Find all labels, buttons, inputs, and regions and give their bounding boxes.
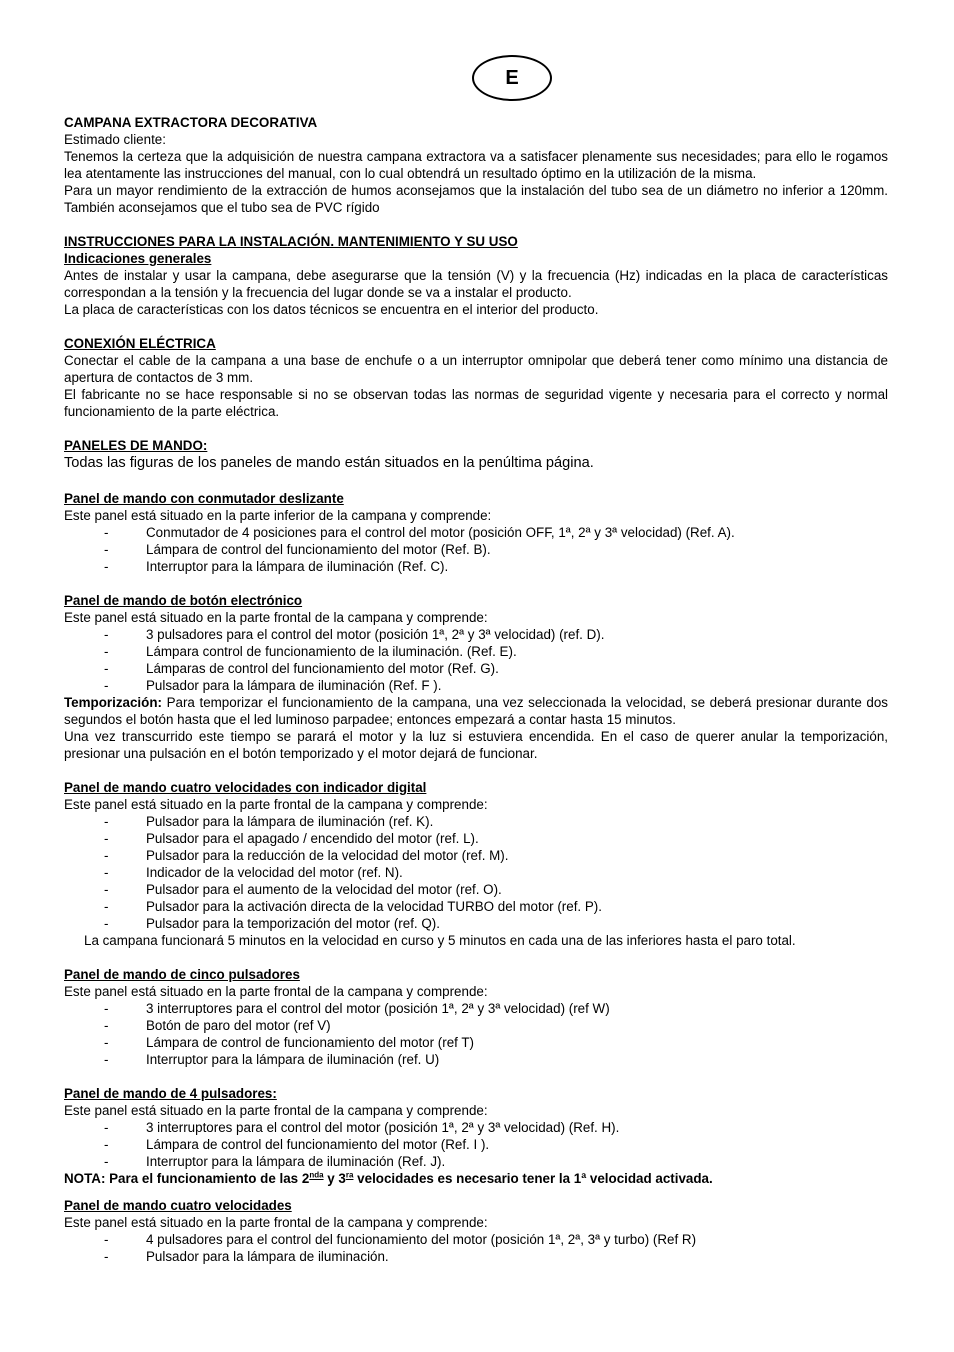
paragraph: Antes de instalar y usar la campana, debe asegurarse que la tensión (V) y la frecuencia (Hz) indicadas en la placa de características correspondan a la tensión y la frecuencia del lugar donde se va a instalar el producto. xyxy=(64,268,888,300)
panel-intro: Este panel está situado en la parte frontal de la campana y comprende: xyxy=(64,1103,488,1118)
list-item: - 4 pulsadores para el control del funcionamiento del motor (posición 1ª, 2ª, 3ª y turbo) (Ref R) xyxy=(104,1232,697,1247)
panel-intro: Este panel está situado en la parte frontal de la campana y comprende: xyxy=(64,610,488,625)
paragraph: La placa de características con los datos técnicos se encuentra en el interior del producto. xyxy=(64,302,599,317)
intro-paragraph: Tenemos la certeza que la adquisición de nuestra campana extractora va a satisfacer plenamente sus necesidades; para ello le rogamos lea atentamente las instrucciones del manual, con lo cual obtendrá un resultado óptimo en la utilización de la misma. xyxy=(64,149,888,181)
list-item: - Interruptor para la lámpara de iluminación (Ref. J). xyxy=(104,1154,446,1169)
panel-heading-slide-switch: Panel de mando con conmutador deslizante xyxy=(64,491,344,506)
panel-intro: Este panel está situado en la parte frontal de la campana y comprende: xyxy=(64,984,488,999)
list-item: - Lámpara control de funcionamiento de la iluminación. (Ref. E). xyxy=(104,644,517,659)
list-item: - Pulsador para la temporización del motor (ref. Q). xyxy=(104,916,440,931)
panel-intro: Este panel está situado en la parte frontal de la campana y comprende: xyxy=(64,1215,488,1230)
list-item: - Lámpara de control del funcionamiento del motor (Ref. B). xyxy=(104,542,491,557)
panel-heading-four-speeds: Panel de mando cuatro velocidades xyxy=(64,1198,292,1213)
list-item: - Pulsador para la lámpara de iluminación (Ref. F ). xyxy=(104,678,442,693)
list-item: - 3 pulsadores para el control del motor (posición 1ª, 2ª y 3ª velocidad) (ref. D). xyxy=(104,627,605,642)
panel-heading-digital-indicator: Panel de mando cuatro velocidades con indicador digital xyxy=(64,780,427,795)
list-item: - Pulsador para la lámpara de iluminación. xyxy=(104,1249,389,1264)
paragraph: Conectar el cable de la campana a una base de enchufe o a un interruptor omnipolar que deberá tener como mínimo una distancia de apertura de contactos de 3 mm. xyxy=(64,353,888,385)
subsection-heading-general: Indicaciones generales xyxy=(64,251,212,266)
timer-label: Temporización: xyxy=(64,695,162,710)
list-item: - Lámpara de control de funcionamiento del motor (ref T) xyxy=(104,1035,474,1050)
greeting: Estimado cliente: xyxy=(64,132,166,147)
list-item: - Pulsador para el aumento de la velocidad del motor (ref. O). xyxy=(104,882,502,897)
section-heading-installation: INSTRUCCIONES PARA LA INSTALACIÓN. MANTENIMIENTO Y SU USO xyxy=(64,234,518,249)
list-item: - Interruptor para la lámpara de iluminación (Ref. C). xyxy=(104,559,449,574)
list-item: - Pulsador para el apagado / encendido del motor (ref. L). xyxy=(104,831,479,846)
panel-intro: Este panel está situado en la parte inferior de la campana y comprende: xyxy=(64,508,492,523)
list-item: - Botón de paro del motor (ref V) xyxy=(104,1018,331,1033)
list-item: - 3 interruptores para el control del motor (posición 1ª, 2ª y 3ª velocidad) (Ref. H). xyxy=(104,1120,620,1135)
list-item: - Pulsador para la reducción de la velocidad del motor (ref. M). xyxy=(104,848,509,863)
list-item: - Indicador de la velocidad del motor (ref. N). xyxy=(104,865,403,880)
language-badge: E xyxy=(472,55,552,101)
nota-paragraph: NOTA: Para el funcionamiento de las $2^{nda}$ y $3^{ra}$ velocidades es necesario tener la 1ª velocidad activada. xyxy=(64,1170,713,1186)
note: La campana funcionará 5 minutos en la velocidad en curso y 5 minutos en cada una de las inferiores hasta el paro total. xyxy=(84,933,796,948)
panel-heading-electronic-button: Panel de mando de botón electrónico xyxy=(64,593,303,608)
list-item: - Pulsador para la activación directa de la velocidad TURBO del motor (ref. P). xyxy=(104,899,602,914)
list-item: - Lámparas de control del funcionamiento del motor (Ref. G). xyxy=(104,661,499,676)
paragraph: Una vez transcurrido este tiempo se parará el motor y la luz si estuviera encendida. En el caso de querer anular la temporización, presionar una pulsación en el botón temporizado y el motor dejará de funcionar. xyxy=(64,729,888,761)
panel-heading-five-buttons: Panel de mando de cinco pulsadores xyxy=(64,967,300,982)
section-heading-electrical: CONEXIÓN ELÉCTRICA xyxy=(64,336,216,351)
intro-paragraph: Para un mayor rendimiento de la extracción de humos aconsejamos que la instalación del tubo sea de un diámetro no inferior a 120mm. También aconsejamos que el tubo sea de PVC rígido xyxy=(64,183,888,215)
panel-intro: Este panel está situado en la parte frontal de la campana y comprende: xyxy=(64,797,488,812)
list-item: - Conmutador de 4 posiciones para el control del motor (posición OFF, 1ª, 2ª y 3ª velocidad) (Ref. A). xyxy=(104,525,735,540)
list-item: - 3 interruptores para el control del motor (posición 1ª, 2ª y 3ª velocidad) (ref W) xyxy=(104,1001,610,1016)
paragraph: El fabricante no se hace responsable si no se observan todas las normas de seguridad vigente y necesaria para el correcto y normal funcionamiento de la parte eléctrica. xyxy=(64,387,888,419)
document-body xyxy=(64,114,888,1265)
list-item: - Pulsador para la lámpara de iluminación (ref. K). xyxy=(104,814,434,829)
panel-heading-four-buttons: Panel de mando de 4 pulsadores: xyxy=(64,1086,277,1101)
list-item: - Interruptor para la lámpara de iluminación (ref. U) xyxy=(104,1052,440,1067)
list-item: - Lámpara de control del funcionamiento del motor (Ref. I ). xyxy=(104,1137,490,1152)
paragraph: Todas las figuras de los paneles de mando están situados en la penúltima página. xyxy=(64,455,594,471)
section-heading-control-panels: PANELES DE MANDO: xyxy=(64,438,208,453)
document-title: CAMPANA EXTRACTORA DECORATIVA xyxy=(64,115,318,130)
timer-paragraph: Temporización: Para temporizar el funcionamiento de la campana, una vez seleccionada la velocidad, se deberá presionar durante dos segundos el botón hasta que el led luminoso parpadee; entonces empezará a contar hasta 15 minutos. xyxy=(64,695,888,727)
